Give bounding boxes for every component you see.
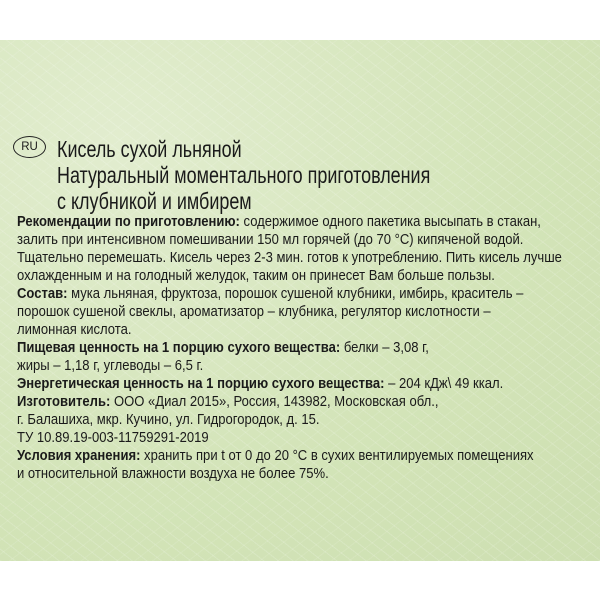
manufacturer-line: г. Балашиха, мкр. Кучино, ул. Гидрогородок, д. 15. [17,412,320,428]
recommendations-line: Тщательно перемешать. Кисель через 2-3 мин. готов к употреблению. Пить кисель лучше [17,250,562,266]
product-label [0,40,600,561]
composition-line: порошок сушеной свеклы, ароматизатор – клубника, регулятор кислотности – [17,304,491,320]
recommendations-line: охлажденным и на голодный желудок, таким он принесет Вам больше пользы. [17,268,495,284]
manufacturer-text: ООО «Диал 2015», Россия, 143982, Московская обл., [110,394,439,410]
product-title: Кисель сухой льняной [57,136,242,162]
storage-line: и относительной влажности воздуха не более 75%. [17,466,329,482]
energy-value: – 204 кДж\ 49 ккал. [384,376,504,392]
composition-text: мука льняная, фруктоза, порошок сушеной клубники, имбирь, краситель – [67,286,524,302]
recommendations-line: залить при интенсивном помешивании 150 мл горячей (до 70 °С) кипяченой водой. [17,232,524,248]
recommendations-text: содержимое одного пакетика высыпать в стакан, [239,214,541,230]
energy-line [17,376,503,392]
product-subtitle-flavor: с клубникой и имбирем [57,188,252,214]
tech-spec-code: ТУ 10.89.19-003-11759291-2019 [17,430,209,446]
nutrition-heading: Пищевая ценность на 1 порцию сухого вещества: [17,340,341,356]
energy-heading: Энергетическая ценность на 1 порцию сухого вещества: [17,376,385,392]
product-subtitle: Натуральный моментального приготовления [57,162,431,188]
manufacturer-heading: Изготовитель: [17,394,111,410]
manufacturer-line [17,394,438,410]
recommendations-heading: Рекомендации по приготовлению: [17,214,240,230]
composition-line [17,286,523,302]
storage-text: хранить при t от 0 до 20 °С в сухих вентилируемых помещениях [140,448,534,464]
nutrition-text: белки – 3,08 г, [340,340,429,356]
nutrition-line: жиры – 1,18 г, углеводы – 6,5 г. [17,358,204,374]
recommendations-line [17,214,541,230]
composition-line: лимонная кислота. [17,322,132,338]
storage-heading: Условия хранения: [17,448,141,464]
nutrition-line [17,340,429,356]
ru-language-badge: RU [13,136,46,158]
composition-heading: Состав: [17,286,68,302]
storage-line [17,448,534,464]
